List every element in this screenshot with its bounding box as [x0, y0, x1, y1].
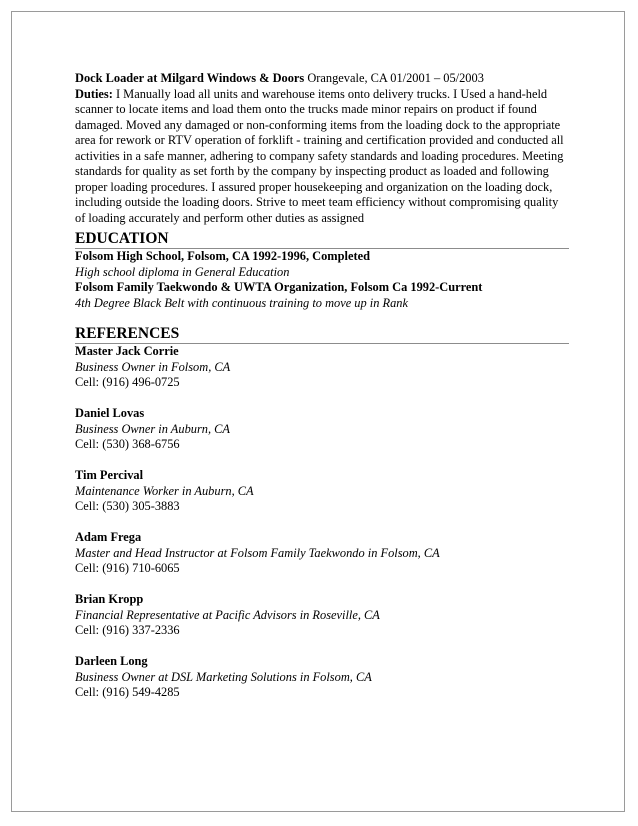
- reference-role: Master and Head Instructor at Folsom Family Taekwondo in Folsom, CA: [75, 545, 440, 560]
- reference-entry: [75, 530, 569, 577]
- reference-name: Darleen Long: [75, 654, 148, 668]
- job-title: Dock Loader at Milgard Windows & Doors: [75, 71, 305, 85]
- reference-phone: Cell: (530) 305-3883: [75, 499, 180, 513]
- education-detail: High school diploma in General Education: [75, 264, 290, 279]
- reference-phone: Cell: (916) 337-2336: [75, 623, 180, 637]
- references-heading: REFERENCES: [75, 325, 569, 344]
- reference-name: Brian Kropp: [75, 592, 144, 606]
- duties-text: I Manually load all units and warehouse items onto delivery trucks. I Used a hand-held scanner to locate items and load them onto the trucks made minor repairs on product if found damaged. Moved any damaged or non-conforming items from the loading dock to the appropriate area for rework or RTV operation of forklift - training and certification provided and conducted all activities in a safe manner, adhering to company safety standards and loading procedures. Meeting standards for quality as set forth by the company by inspecting product as loaded and following proper loading procedures. I assured proper housekeeping and organization on the loading dock, including outside the loading doors. Strive to meet team efficiency without compromising quality of loading accurately and perform other duties as assigned: [75, 86, 564, 225]
- reference-role: Business Owner in Folsom, CA: [75, 359, 231, 374]
- reference-phone: Cell: (916) 549-4285: [75, 685, 180, 699]
- job-entry: [75, 71, 569, 226]
- reference-entry: [75, 468, 569, 515]
- reference-entry: [75, 344, 569, 391]
- duties-label: Duties:: [75, 86, 113, 101]
- resume-page-content: [75, 71, 569, 701]
- reference-phone: Cell: (916) 496-0725: [75, 375, 180, 389]
- reference-name: Adam Frega: [75, 530, 142, 544]
- education-title: Folsom Family Taekwondo & UWTA Organization, Folsom Ca 1992-Current: [75, 280, 483, 294]
- education-heading: EDUCATION: [75, 230, 569, 249]
- reference-entry: [75, 654, 569, 701]
- reference-entry: [75, 406, 569, 453]
- education-section: [75, 249, 569, 311]
- reference-phone: Cell: (530) 368-6756: [75, 437, 180, 451]
- education-title: Folsom High School, Folsom, CA 1992-1996, Completed: [75, 249, 370, 263]
- reference-role: Business Owner in Auburn, CA: [75, 421, 231, 436]
- references-section: [75, 344, 569, 701]
- education-detail: 4th Degree Black Belt with continuous training to move up in Rank: [75, 295, 408, 310]
- reference-entry: [75, 592, 569, 639]
- reference-phone: Cell: (916) 710-6065: [75, 561, 180, 575]
- reference-name: Daniel Lovas: [75, 406, 145, 420]
- reference-role: Maintenance Worker in Auburn, CA: [75, 483, 254, 498]
- reference-name: Tim Percival: [75, 468, 144, 482]
- reference-role: Business Owner at DSL Marketing Solutions in Folsom, CA: [75, 669, 372, 684]
- reference-name: Master Jack Corrie: [75, 344, 179, 358]
- reference-role: Financial Representative at Pacific Advisors in Roseville, CA: [75, 607, 380, 622]
- job-location-dates: Orangevale, CA 01/2001 – 05/2003: [304, 71, 484, 85]
